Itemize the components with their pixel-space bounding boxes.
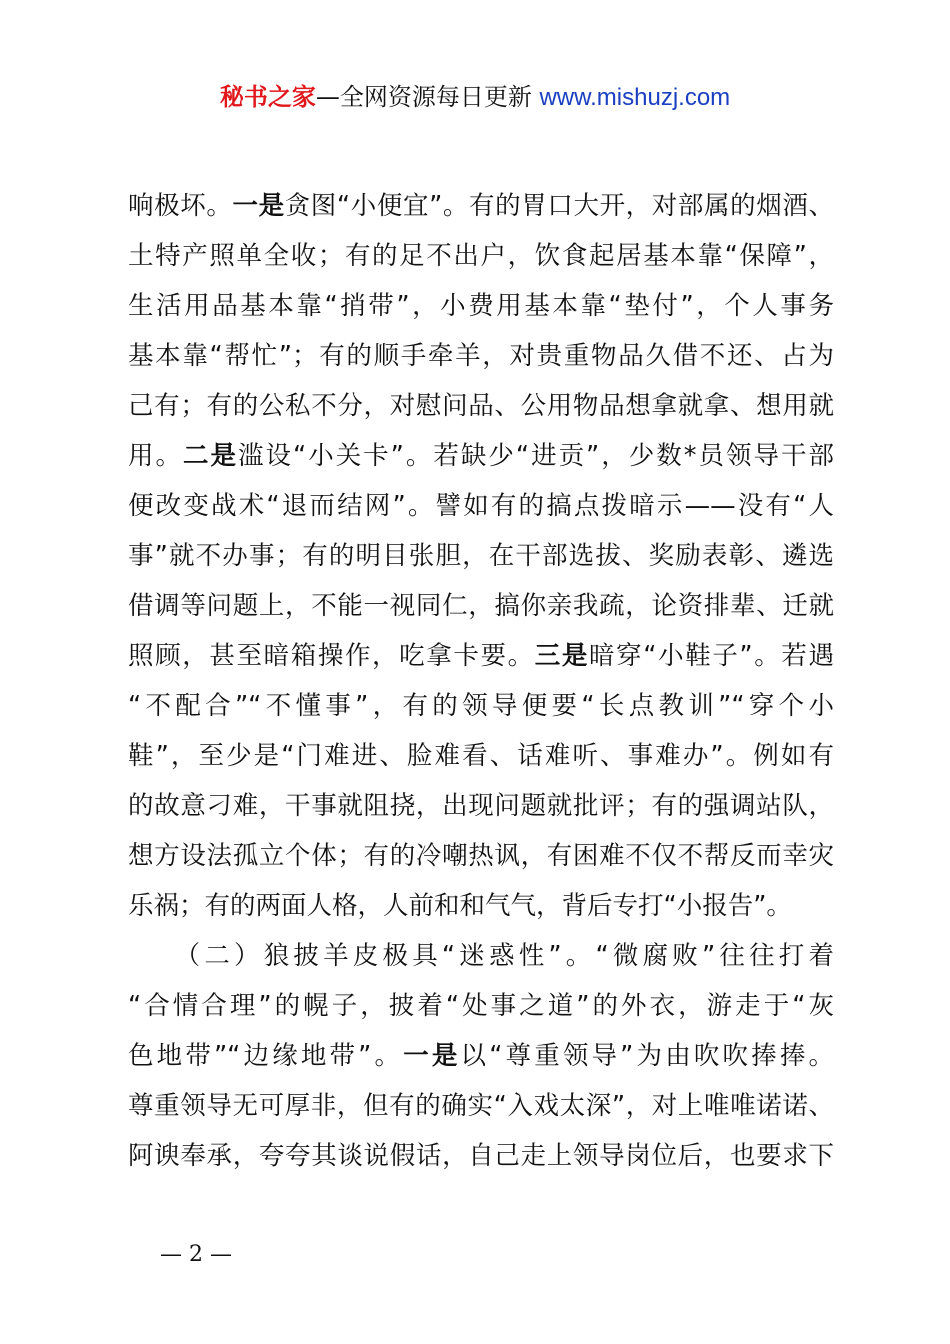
text-line-4 bbox=[128, 381, 834, 431]
text-line-12 bbox=[128, 781, 834, 831]
text-line-8 bbox=[128, 581, 834, 631]
site-tagline: —全网资源每日更新 bbox=[315, 83, 532, 111]
text-segment: 以“尊重领导”为由吹吹捧捧。 bbox=[460, 1041, 834, 1071]
text-line-10 bbox=[128, 681, 834, 731]
text-segment: 乐祸；有的两面人格，人前和和气气，背后专打“小报告”。 bbox=[128, 891, 792, 921]
text-segment: 基本靠“帮忙”；有的顺手牵羊，对贵重物品久借不还、占为 bbox=[128, 341, 834, 371]
text-segment: 借调等问题上，不能一视同仁，搞你亲我疏，论资排辈、迁就 bbox=[128, 591, 834, 621]
text-line-16 bbox=[128, 981, 834, 1031]
text-line-15 bbox=[128, 931, 834, 981]
text-segment: 照顾，甚至暗箱操作，吃拿卡要。 bbox=[128, 641, 535, 671]
bold-marker: 一是 bbox=[403, 1041, 461, 1071]
text-segment: 阿谀奉承，夸夸其谈说假话，自己走上领导岗位后，也要求下 bbox=[128, 1141, 834, 1171]
text-line-7 bbox=[128, 531, 834, 581]
text-segment: 己有；有的公私不分，对慰问品、公用物品想拿就拿、想用就 bbox=[128, 391, 834, 421]
text-line-1 bbox=[128, 231, 834, 281]
text-segment: 便改变战术“退而结网”。譬如有的搞点拨暗示——没有“人 bbox=[128, 491, 834, 521]
text-line-18 bbox=[128, 1081, 834, 1131]
text-segment: 想方设法孤立个体；有的冷嘲热讽，有困难不仅不帮反而幸灾 bbox=[128, 841, 834, 871]
bold-marker: 二是 bbox=[183, 441, 238, 471]
document-body bbox=[128, 181, 834, 1181]
text-segment: 滥设“小关卡”。若缺少“进贡”，少数*员领导干部 bbox=[238, 441, 834, 471]
site-header bbox=[0, 80, 950, 115]
text-segment: 土特产照单全收；有的足不出户，饮食起居基本靠“保障”， bbox=[128, 241, 834, 271]
text-segment: 鞋”，至少是“门难进、脸难看、话难听、事难办”。例如有 bbox=[128, 741, 834, 771]
text-segment: 尊重领导无可厚非，但有的确实“入戏太深”，对上唯唯诺诺、 bbox=[128, 1091, 834, 1121]
text-line-5 bbox=[128, 431, 834, 481]
text-segment: “不配合”“不懂事”，有的领导便要“长点教训”“穿个小 bbox=[128, 691, 834, 721]
text-segment: “合情合理”的幌子，披着“处事之道”的外衣，游走于“灰 bbox=[128, 991, 834, 1021]
text-segment: 色地带”“边缘地带”。 bbox=[128, 1041, 404, 1071]
text-segment: 生活用品基本靠“捎带”，小费用基本靠“垫付”，个人事务 bbox=[128, 291, 834, 321]
text-line-9 bbox=[128, 631, 834, 681]
page-number: — 2 — bbox=[160, 1242, 232, 1267]
text-segment: 暗穿“小鞋子”。若遇 bbox=[589, 641, 834, 671]
site-url[interactable]: www.mishuzj.com bbox=[539, 84, 731, 111]
text-segment: 贪图“小便宜”。有的胃口大开，对部属的烟酒、 bbox=[284, 191, 834, 221]
text-segment: 事”就不办事；有的明目张胆，在干部选拔、奖励表彰、遴选 bbox=[128, 541, 834, 571]
text-segment: （二）狼披羊皮极具“迷惑性”。“微腐败”往往打着 bbox=[128, 941, 834, 971]
text-line-11 bbox=[128, 731, 834, 781]
text-segment: 响极坏。 bbox=[128, 191, 233, 221]
text-line-14 bbox=[128, 881, 834, 931]
text-line-2 bbox=[128, 281, 834, 331]
text-segment: 的故意刁难，干事就阻挠，出现问题就批评；有的强调站队， bbox=[128, 791, 834, 821]
text-line-19 bbox=[128, 1131, 834, 1181]
text-line-3 bbox=[128, 331, 834, 381]
site-brand: 秘书之家 bbox=[219, 83, 316, 111]
text-line-0 bbox=[128, 181, 834, 231]
text-segment: 用。 bbox=[128, 441, 183, 471]
bold-marker: 三是 bbox=[534, 641, 590, 671]
text-line-6 bbox=[128, 481, 834, 531]
text-line-13 bbox=[128, 831, 834, 881]
bold-marker: 一是 bbox=[232, 191, 285, 221]
text-line-17 bbox=[128, 1031, 834, 1081]
